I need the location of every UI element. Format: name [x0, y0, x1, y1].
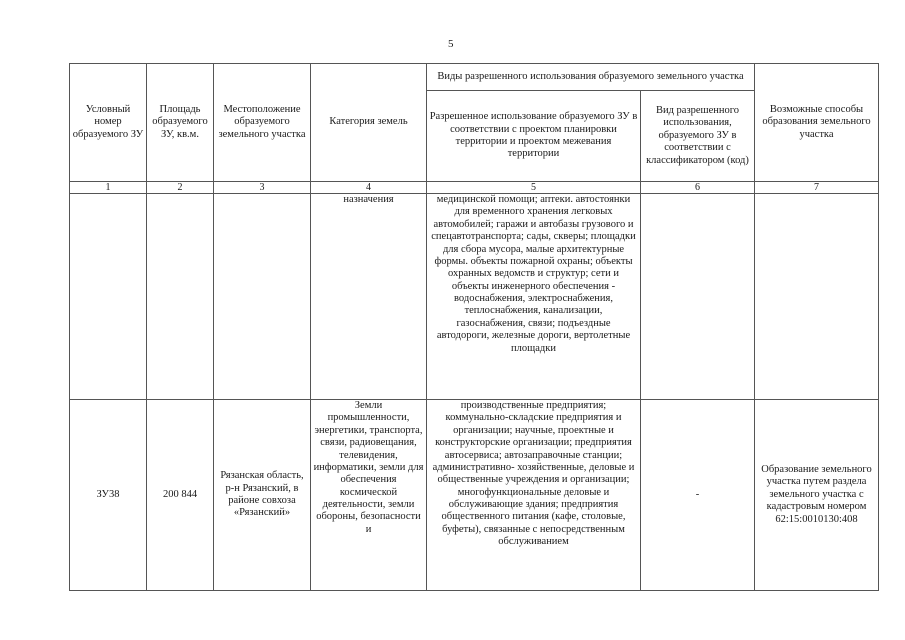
header-location: Местоположение образуемого земельного участка — [214, 64, 311, 182]
column-number-row — [70, 182, 879, 194]
cell-plot-number — [70, 194, 147, 400]
cell-use-code: - — [641, 400, 755, 591]
cell-permitted-use: производственные предприятия; коммунально-складские предприятия и организации; научные, проектные и конструкторские организации; предприятия автосервиса; автозаправочные станции; административно- хозяйственные, деловые и общественные учреждения и организации; многофункциональные деловые и обслуживающие здания; предприятия общественного питания (кафе, столовые, буфеты), связанные с непосредственным обслуживанием — [427, 400, 641, 591]
header-permitted-use-project: Разрешенное использование образуемого ЗУ в соответствии с проектом планировки территории и проектом межевания территории — [427, 91, 641, 182]
header-permitted-use-code: Вид разрешенного использования, образуемого ЗУ в соответствии с классификатором (код) — [641, 91, 755, 182]
cell-land-category: Земли промышленности, энергетики, транспорта, связи, радиовещания, телевидения, информатики, земли для обеспечения космической деятельности, земли обороны, безопасности и — [311, 400, 427, 591]
table-row — [70, 400, 879, 591]
cell-location — [214, 194, 311, 400]
table-row — [70, 194, 879, 400]
land-plots-table — [69, 63, 879, 591]
cell-permitted-use: медицинской помощи; аптеки. автостоянки для временного хранения легковых автомобилей; гаражи и автобазы грузового и спецавтотранспорта; сады, скверы; площадки для сбора мусора, малые архитектурные формы. объекты пожарной охраны; объекты охранных ведомств и структур; сети и объекты инженерного обеспечения - водоснабжения, электроснабжения, теплоснабжения, канализации, газоснабжения, связи; подъездные автодороги, железные дороги, вертолетные площадки — [427, 194, 641, 400]
cell-area: 200 844 — [147, 400, 214, 591]
cell-formation-method: Образование земельного участка путем раздела земельного участка с кадастровым номером 62:15:0010130:408 — [755, 400, 879, 591]
cell-area — [147, 194, 214, 400]
cell-use-code — [641, 194, 755, 400]
column-number: 7 — [755, 182, 879, 194]
column-number: 4 — [311, 182, 427, 194]
page-number: 5 — [448, 38, 454, 50]
cell-plot-number: ЗУ38 — [70, 400, 147, 591]
header-permitted-use-group: Виды разрешенного использования образуемого земельного участка — [427, 64, 755, 91]
column-number: 6 — [641, 182, 755, 194]
cell-formation-method — [755, 194, 879, 400]
header-formation-methods: Возможные способы образования земельного участка — [755, 64, 879, 182]
header-plot-number: Условный номер образуемого ЗУ — [70, 64, 147, 182]
header-area: Площадь образуемого ЗУ, кв.м. — [147, 64, 214, 182]
cell-land-category: назначения — [311, 194, 427, 400]
column-number: 1 — [70, 182, 147, 194]
header-row-1 — [70, 64, 879, 91]
column-number: 2 — [147, 182, 214, 194]
column-number: 3 — [214, 182, 311, 194]
header-land-category: Категория земель — [311, 64, 427, 182]
column-number: 5 — [427, 182, 641, 194]
cell-location: Рязанская область, р-н Рязанский, в районе совхоза «Рязанский» — [214, 400, 311, 591]
